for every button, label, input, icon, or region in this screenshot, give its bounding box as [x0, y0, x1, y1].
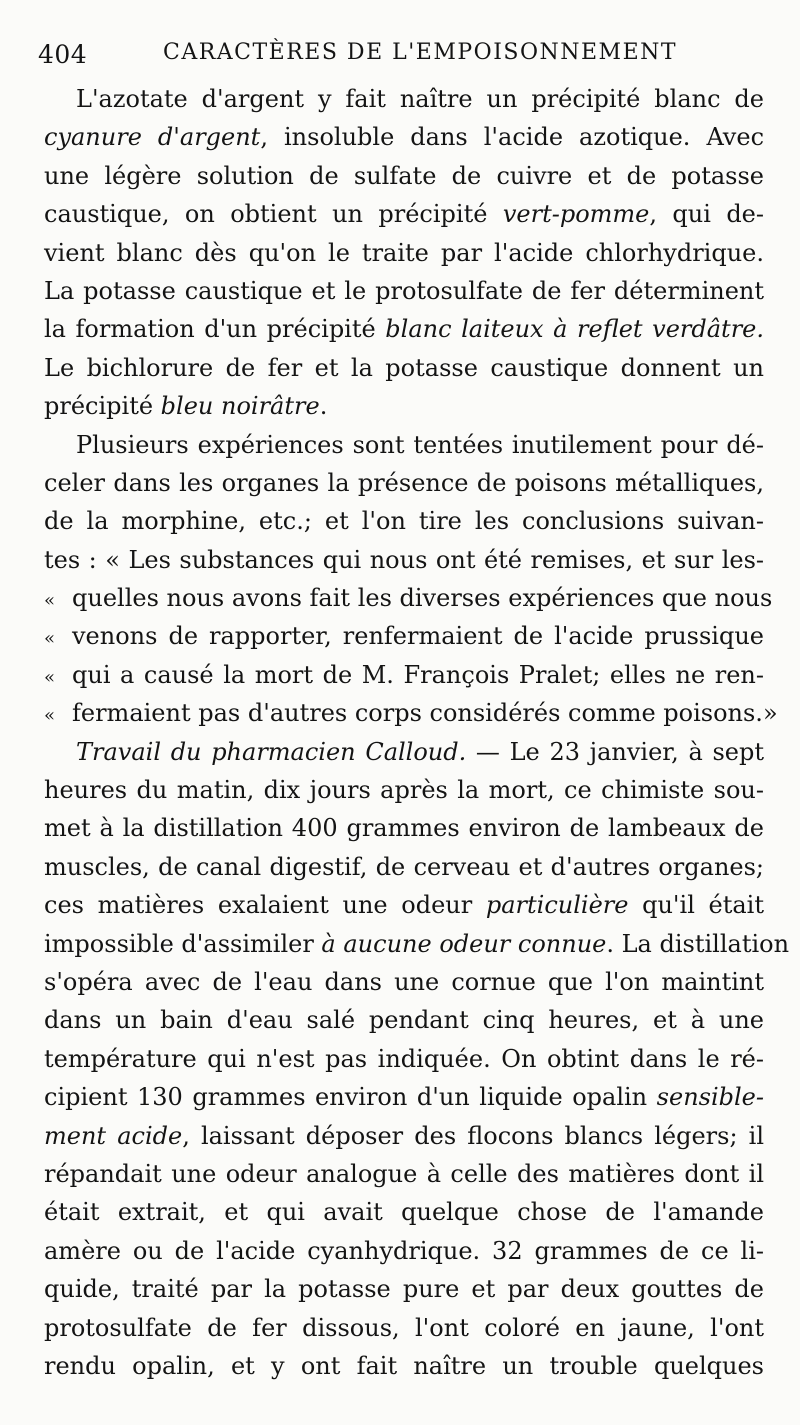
text-line — [44, 963, 764, 1001]
text-run: celer dans les organes la présence de poisons métalliques, — [44, 468, 764, 497]
text-line — [44, 1078, 764, 1116]
text-line — [44, 157, 764, 195]
text-line — [44, 1270, 764, 1308]
italic-text: bleu noirâtre — [160, 392, 320, 421]
running-head: CARACTÈRES DE L'EMPOISONNEMENT — [163, 40, 678, 65]
text-line — [44, 733, 764, 771]
text-line — [44, 656, 764, 694]
text-run: tes : « Les substances qui nous ont été remises, et sur les- — [44, 545, 764, 574]
text-line — [44, 464, 764, 502]
text-run: heures du matin, dix jours après la mort, ce chimiste sou- — [44, 776, 764, 805]
text-line — [44, 925, 790, 963]
italic-text: particulière — [485, 891, 629, 920]
text-line — [44, 1001, 764, 1039]
text-line — [44, 617, 764, 655]
text-run: rendu opalin, et y ont fait naître un trouble quelques — [44, 1351, 764, 1380]
italic-text: sensible- — [656, 1083, 764, 1112]
text-line — [44, 579, 773, 617]
text-run: venons de rapporter, renfermaient de l'acide prussique — [72, 622, 764, 651]
text-run: la formation d'un précipité — [44, 315, 386, 344]
text-run: qu'il était — [628, 891, 764, 920]
text-run: met à la distillation 400 grammes environ de lambeaux de — [44, 814, 764, 843]
text-line — [44, 541, 764, 579]
text-run: caustique, on obtient un précipité — [44, 200, 503, 229]
text-run: une légère solution de sulfate de cuivre et de potasse — [44, 161, 764, 190]
text-run: Le bichlorure de fer et la potasse caustique donnent un — [44, 353, 764, 382]
text-run: quelles nous avons fait les diverses expériences que nous — [72, 584, 773, 613]
text-run: qui a causé la mort de M. François Pralet; elles ne ren- — [72, 660, 764, 689]
text-run: quide, traité par la potasse pure et par deux gouttes de — [44, 1275, 764, 1304]
text-line — [44, 1309, 764, 1347]
quote-mark: « — [44, 666, 56, 688]
body-text — [44, 80, 790, 1385]
text-line — [44, 1155, 764, 1193]
text-run: de la morphine, etc.; et l'on tire les conclusions suivan- — [44, 507, 764, 536]
italic-text: à aucune odeur connue — [321, 929, 607, 958]
text-line — [44, 1193, 764, 1231]
italic-text: ment acide — [44, 1121, 183, 1150]
text-run: Plusieurs expériences sont tentées inutilement pour dé- — [76, 430, 764, 459]
text-line — [44, 1117, 764, 1155]
text-run: L'azotate d'argent y fait naître un précipité blanc de — [76, 85, 764, 113]
text-run: , insoluble dans l'acide azotique. Avec — [260, 123, 765, 152]
text-run: vient blanc dès qu'on le traite par l'acide chlorhydrique. — [44, 238, 764, 267]
quote-mark: « — [44, 590, 56, 612]
text-line — [44, 310, 764, 348]
text-line — [44, 1040, 764, 1078]
text-run: fermaient pas d'autres corps considérés comme poisons.» — [72, 699, 778, 728]
page-header — [38, 34, 758, 74]
text-run: répandait une odeur analogue à celle des matières dont il — [44, 1159, 764, 1188]
text-line — [44, 809, 764, 847]
italic-text: vert-pomme — [502, 200, 650, 229]
text-line — [44, 195, 764, 233]
text-run: ces matières exalaient une odeur — [44, 891, 486, 920]
quote-mark: « — [44, 628, 56, 650]
text-run: cipient 130 grammes environ d'un liquide opalin — [44, 1083, 657, 1112]
text-run: . — [319, 392, 328, 421]
quote-mark: « — [44, 705, 56, 727]
text-line — [44, 1232, 764, 1270]
text-run: — Le 23 janvier, à sept — [466, 737, 764, 766]
text-run: était extrait, et qui avait quelque chose de l'amande — [44, 1198, 764, 1227]
text-run: protosulfate de fer dissous, l'ont coloré en jaune, l'ont — [44, 1313, 764, 1342]
italic-text: blanc laiteux à reflet verdâtre. — [385, 315, 764, 344]
text-line — [44, 1347, 764, 1385]
italic-text: Travail du pharmacien Calloud. — [76, 737, 467, 766]
text-run: impossible d'assimiler — [44, 929, 322, 958]
text-line — [44, 886, 764, 924]
text-line — [44, 272, 764, 310]
text-run: amère ou de l'acide cyanhydrique. 32 grammes de ce li- — [44, 1236, 764, 1265]
text-run: température qui n'est pas indiquée. On obtint dans le ré- — [44, 1044, 764, 1073]
text-line — [44, 502, 764, 540]
text-line — [44, 234, 764, 272]
italic-text: cyanure d'argent — [44, 123, 261, 152]
text-line — [44, 694, 778, 732]
text-run: . La distillation — [606, 929, 790, 958]
page-number: 404 — [38, 39, 88, 69]
text-line — [44, 80, 764, 118]
text-run: précipité — [44, 392, 161, 421]
text-run: La potasse caustique et le protosulfate de fer déterminent — [44, 276, 764, 305]
text-run: s'opéra avec de l'eau dans une cornue que l'on maintint — [44, 967, 764, 996]
text-line — [44, 848, 764, 886]
text-run: dans un bain d'eau salé pendant cinq heures, et à une — [44, 1006, 764, 1035]
text-run: , laissant déposer des flocons blancs légers; il — [182, 1121, 765, 1150]
text-run: muscles, de canal digestif, de cerveau et d'autres organes; — [44, 852, 764, 881]
text-line — [44, 349, 764, 387]
text-line — [44, 387, 764, 425]
text-line — [44, 771, 764, 809]
text-line — [44, 118, 764, 156]
text-line — [44, 426, 764, 464]
text-run: , qui de- — [649, 200, 764, 229]
